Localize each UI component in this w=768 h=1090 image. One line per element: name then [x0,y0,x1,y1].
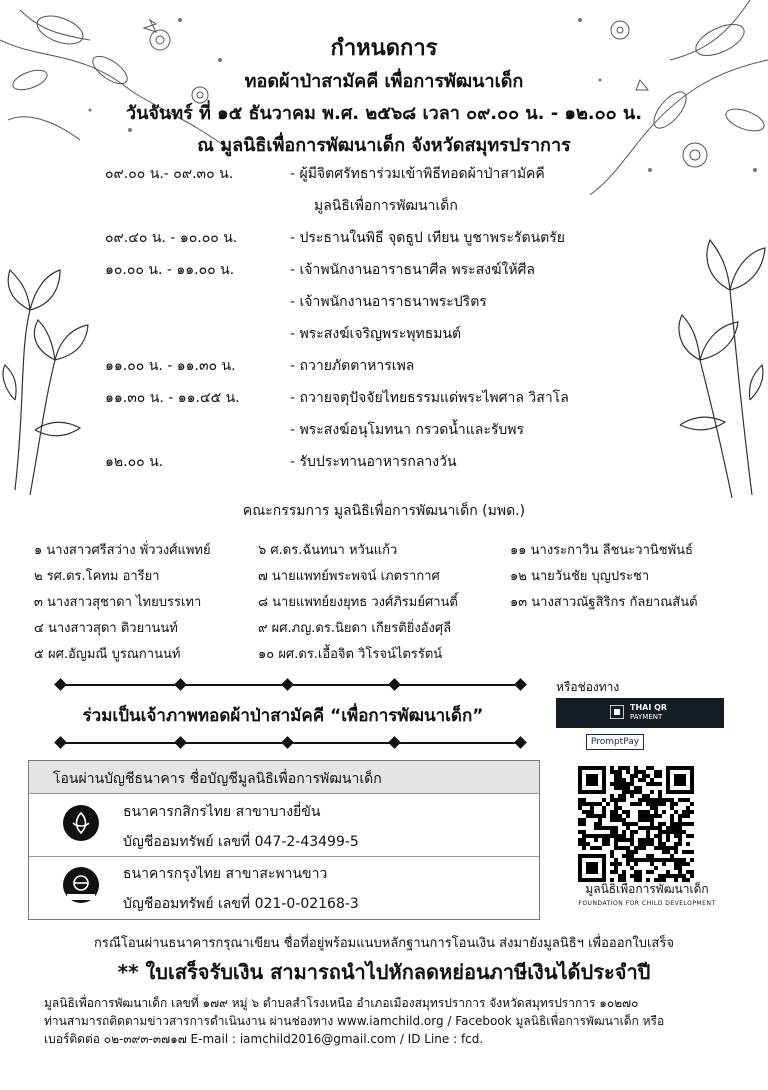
divider-diamond [281,736,294,749]
divider-diamond [174,736,187,749]
committee-title: คณะกรรมการ มูลนิธิเพื่อการพัฒนาเด็ก (มพด.) [242,503,526,519]
committee-member: ๑๑ นางระกาวิน ลีชนะวานิชพันธ์ [510,543,693,558]
event-title-block [0,32,768,162]
divider-diamond [388,736,401,749]
committee-member: ๓ นางสาวสุชาดา ไทยบรรเทา [34,595,202,610]
committee-member: ๑๒ นายวันชัย บุญประชา [510,569,650,584]
committee-member: ๑ นางสาวศรีสว่าง พั่ววงศ์แพทย์ [34,543,211,558]
schedule-desc: - ถวายจตุปัจจัยไทยธรรมแด่พระไพศาล วิสาโล [290,390,569,406]
event-name: ทอดผ้าป่าสามัคคี เพื่อการพัฒนาเด็ก [244,71,524,92]
account-number-krungthai: บัญชีออมทรัพย์ เลขที่ 021-0-02168-3 [123,896,359,912]
committee-member: ๒ รศ.ดร.โคทม อารียา [34,569,160,584]
divider-diamond [514,736,527,749]
footer-address: มูลนิธิเพื่อการพัฒนาเด็ก เลขที่ ๑๗๙ หมู่ ๖ ตำบลสำโรงเหนือ อำเภอเมืองสมุทรปราการ จังหวัดสมุทรปราการ ๑๐๒๗๐ [44,996,639,1010]
schedule-desc: มูลนิธิเพื่อการพัฒนาเด็ก [314,198,458,214]
bank-name-kasikorn: ธนาคารกสิกรไทย สาขาบางยี่ขัน [123,804,321,820]
divider-diamond [54,678,67,691]
schedule-time: ๐๙.๔๐ น. - ๑๐.๐๐ น. [105,230,238,246]
lotus-decoration-right [640,210,768,500]
schedule-desc: - ผู้มีจิตศรัทธาร่วมเข้าพิธีทอดผ้าป่าสามัคคี [290,166,545,182]
or-channel-label: หรือช่องทาง [556,680,620,694]
event-location: ณ มูลนิธิเพื่อการพัฒนาเด็ก จังหวัดสมุทรปราการ [197,135,571,156]
thai-qr-payment-banner [556,698,724,728]
bank-transfer-header [29,761,539,794]
schedule-desc: - พระสงฆ์เจริญพระพุทธมนต์ [290,326,462,342]
committee-member: ๙ ผศ.ภญ.ดร.นิยดา เกียรติยิ่งอังศุลี [258,621,452,636]
bank-separator [29,856,539,857]
schedule-desc: - เจ้าพนักงานอาราธนาศีล พระสงฆ์ให้ศีล [290,262,536,278]
event-date-time: วันจันทร์ ที่ ๑๕ ธันวาคม พ.ศ. ๒๕๖๘ เวลา ๐๙.๐๐ น. - ๑๒.๐๐ น. [125,103,643,124]
donation-qr-code[interactable] [578,766,694,886]
qr-org-name-en: FOUNDATION FOR CHILD DEVELOPMENT [578,900,716,907]
schedule-time: ๐๙.๐๐ น.- ๐๙.๓๐ น. [105,166,234,182]
promptpay-logo: PromptPay [586,734,644,750]
page-title: กำหนดการ [330,36,438,61]
committee-member: ๑๐ ผศ.ดร.เอื้อจิต วิโรจน์ไตรรัตน์ [258,647,443,662]
committee-column-1 [34,538,211,668]
schedule-desc: - เจ้าพนักงานอาราธนาพระปริตร [290,294,487,310]
committee-member: ๖ ศ.ดร.ฉันทนา หวันแก้ว [258,543,398,558]
committee-member: ๑๓ นางสาวณัฐสิริกร กัลยาณสันต์ [510,595,698,610]
account-number-kasikorn: บัญชีออมทรัพย์ เลขที่ 047-2-43499-5 [123,834,359,850]
schedule-time: ๑๐.๐๐ น. - ๑๑.๐๐ น. [105,262,235,278]
committee-member: ๕ ผศ.อัญมณี บูรณกานนท์ [34,647,181,662]
schedule-time: ๑๑.๐๐ น. - ๑๑.๓๐ น. [105,358,236,374]
krungthai-bank-logo-icon [63,867,99,903]
bank-name-krungthai: ธนาคารกรุงไทย สาขาสะพานขาว [123,866,328,882]
lotus-decoration-left [0,250,110,500]
schedule-desc: - ถวายภัตตาหารเพล [290,358,415,374]
qr-code-graphic [578,766,694,882]
thai-qr-label: THAI QR [630,703,668,712]
bank-transfer-box [28,760,540,920]
thai-qr-sub: PAYMENT [630,713,663,721]
schedule-desc: - รับประทานอาหารกลางวัน [290,454,457,470]
committee-column-2 [258,538,458,668]
divider-diamond [174,678,187,691]
committee-member: ๗ นายแพทย์พระพจน์ เภตรากาศ [258,569,440,584]
committee-member: ๔ นางสาวสุดา ติวยานนท์ [34,621,178,636]
schedule-desc: - พระสงฆ์อนุโมทนา กรวดน้ำและรับพร [290,422,525,438]
committee-column-3 [510,538,698,616]
divider-diamond [281,678,294,691]
divider-diamond [514,678,527,691]
kasikorn-bank-logo-icon [63,805,99,841]
schedule-time: ๑๒.๐๐ น. [105,454,164,470]
divider-diamond [388,678,401,691]
qr-symbol-icon [610,705,624,719]
tax-deduction-note: ** ใบเสร็จรับเงิน สามารถนำไปหักลดหย่อนภาษีเงินได้ประจำปี [117,960,651,984]
donation-heading: ร่วมเป็นเจ้าภาพทอดผ้าป่าสามัคคี “เพื่อการพัฒนาเด็ก” [82,706,484,726]
receipt-request-note: กรณีโอนผ่านธนาคารกรุณาเขียน ชื่อที่อยู่พร้อมแนบหลักฐานการโอนเงิน ส่งมายังมูลนิธิฯ เพื่อออกใบเสร็จ [94,936,674,951]
schedule-time: ๑๑.๓๐ น. - ๑๑.๔๕ น. [105,390,240,406]
transfer-label: โอนผ่านบัญชีธนาคาร ชื่อบัญชีมูลนิธิเพื่อการพัฒนาเด็ก [53,771,382,787]
committee-member: ๘ นายแพทย์ยงยุทธ วงศ์ภิรมย์ศานติ์ [258,595,458,610]
footer-channels: ท่านสามารถติดตามข่าวสารการดำเนินงาน ผ่านช่องทาง www.iamchild.org / Facebook มูลนิธิเพื่อการพัฒนาเด็ก หรือ [44,1014,665,1028]
qr-org-name: มูลนิธิเพื่อการพัฒนาเด็ก [585,882,709,896]
schedule-desc: - ประธานในพิธี จุดธูป เทียน บูชาพระรัตนตรัย [290,230,565,246]
footer-contact: เบอร์ติดต่อ ๐๒-๓๙๓-๓๗๑๗ E-mail : iamchild2016@gmail.com / ID Line : fcd. [44,1032,484,1046]
divider-diamond [54,736,67,749]
